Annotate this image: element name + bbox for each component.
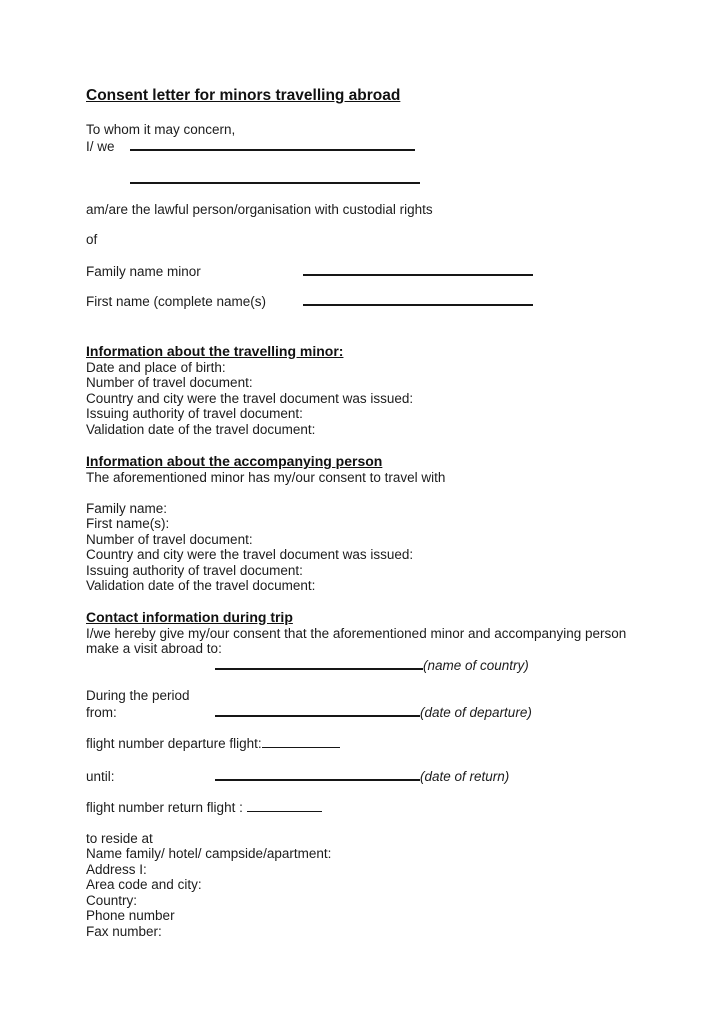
family-name-minor-blank-line (303, 263, 533, 276)
accompanying-consent-line: The aforementioned minor has my/our consent to travel with (86, 470, 446, 485)
accompanying-field-document-number: Number of travel document: (86, 531, 253, 547)
custodial-rights-line: am/are the lawful person/organisation with custodial rights (86, 201, 433, 217)
applicant-name-row-2 (86, 154, 637, 188)
reside-label: to reside at (86, 830, 153, 846)
first-name-minor-blank-line (303, 293, 533, 306)
i-we-label: I/ we (86, 138, 115, 154)
minor-field-validation-date: Validation date of the travel document: (86, 421, 316, 437)
of-label: of (86, 232, 98, 247)
accompanying-field-family-name: Family name: (86, 500, 168, 516)
departure-date-row (86, 704, 637, 721)
until-label: until: (86, 768, 115, 784)
residence-field-country: Country: (86, 892, 138, 908)
return-flight-row (86, 799, 637, 816)
accompanying-field-issuing-authority: Issuing authority of travel document: (86, 562, 303, 578)
minor-field-country-issued: Country and city were the travel document was issued: (86, 390, 414, 406)
applicant-name-blank-line (130, 138, 415, 151)
page-title: Consent letter for minors travelling abroad (86, 87, 401, 104)
from-label: from: (86, 704, 117, 720)
residence-field-address: Address I: (86, 861, 147, 877)
country-hint: (name of country) (423, 657, 529, 673)
minor-field-birth: Date and place of birth: (86, 359, 226, 375)
period-label: During the period (86, 688, 190, 703)
first-name-minor-row (86, 293, 637, 310)
residence-field-fax: Fax number: (86, 923, 162, 939)
departure-flight-blank-line (262, 735, 340, 748)
section-heading-travelling-minor: Information about the travelling minor: (86, 342, 344, 359)
departure-date-blank-line (215, 704, 420, 717)
return-date-row (86, 768, 637, 785)
i-we-row (86, 138, 637, 155)
family-name-minor-label: Family name minor (86, 263, 201, 279)
first-name-minor-label: First name (complete name(s) (86, 294, 267, 309)
country-row (215, 657, 637, 674)
salutation: To whom it may concern, (86, 122, 236, 137)
return-date-blank-line (215, 768, 420, 781)
accompanying-field-country-issued: Country and city were the travel document was issued: (86, 547, 414, 562)
trip-consent-paragraph: I/we hereby give my/our consent that the aforementioned minor and accompanying person make a visit abroad to: (86, 625, 627, 656)
minor-field-document-number: Number of travel document: (86, 375, 253, 390)
applicant-name-blank-line-2 (130, 171, 420, 184)
country-blank-line (215, 657, 423, 670)
departure-date-hint: (date of departure) (420, 704, 532, 720)
departure-flight-label: flight number departure flight: (86, 736, 262, 751)
residence-field-phone: Phone number (86, 908, 175, 923)
minor-field-issuing-authority: Issuing authority of travel document: (86, 406, 303, 421)
residence-field-area-code-city: Area code and city: (86, 877, 202, 892)
section-heading-contact-info: Contact information during trip (86, 608, 293, 625)
section-heading-accompanying-person: Information about the accompanying person (86, 453, 383, 469)
residence-field-name: Name family/ hotel/ campside/apartment: (86, 846, 332, 861)
accompanying-field-first-name: First name(s): (86, 516, 170, 531)
return-flight-label: flight number return flight : (86, 800, 243, 815)
departure-flight-row (86, 735, 637, 752)
accompanying-field-validation-date: Validation date of the travel document: (86, 578, 316, 593)
return-flight-blank-line (247, 799, 322, 812)
return-date-hint: (date of return) (420, 768, 510, 784)
family-name-minor-row (86, 263, 637, 280)
